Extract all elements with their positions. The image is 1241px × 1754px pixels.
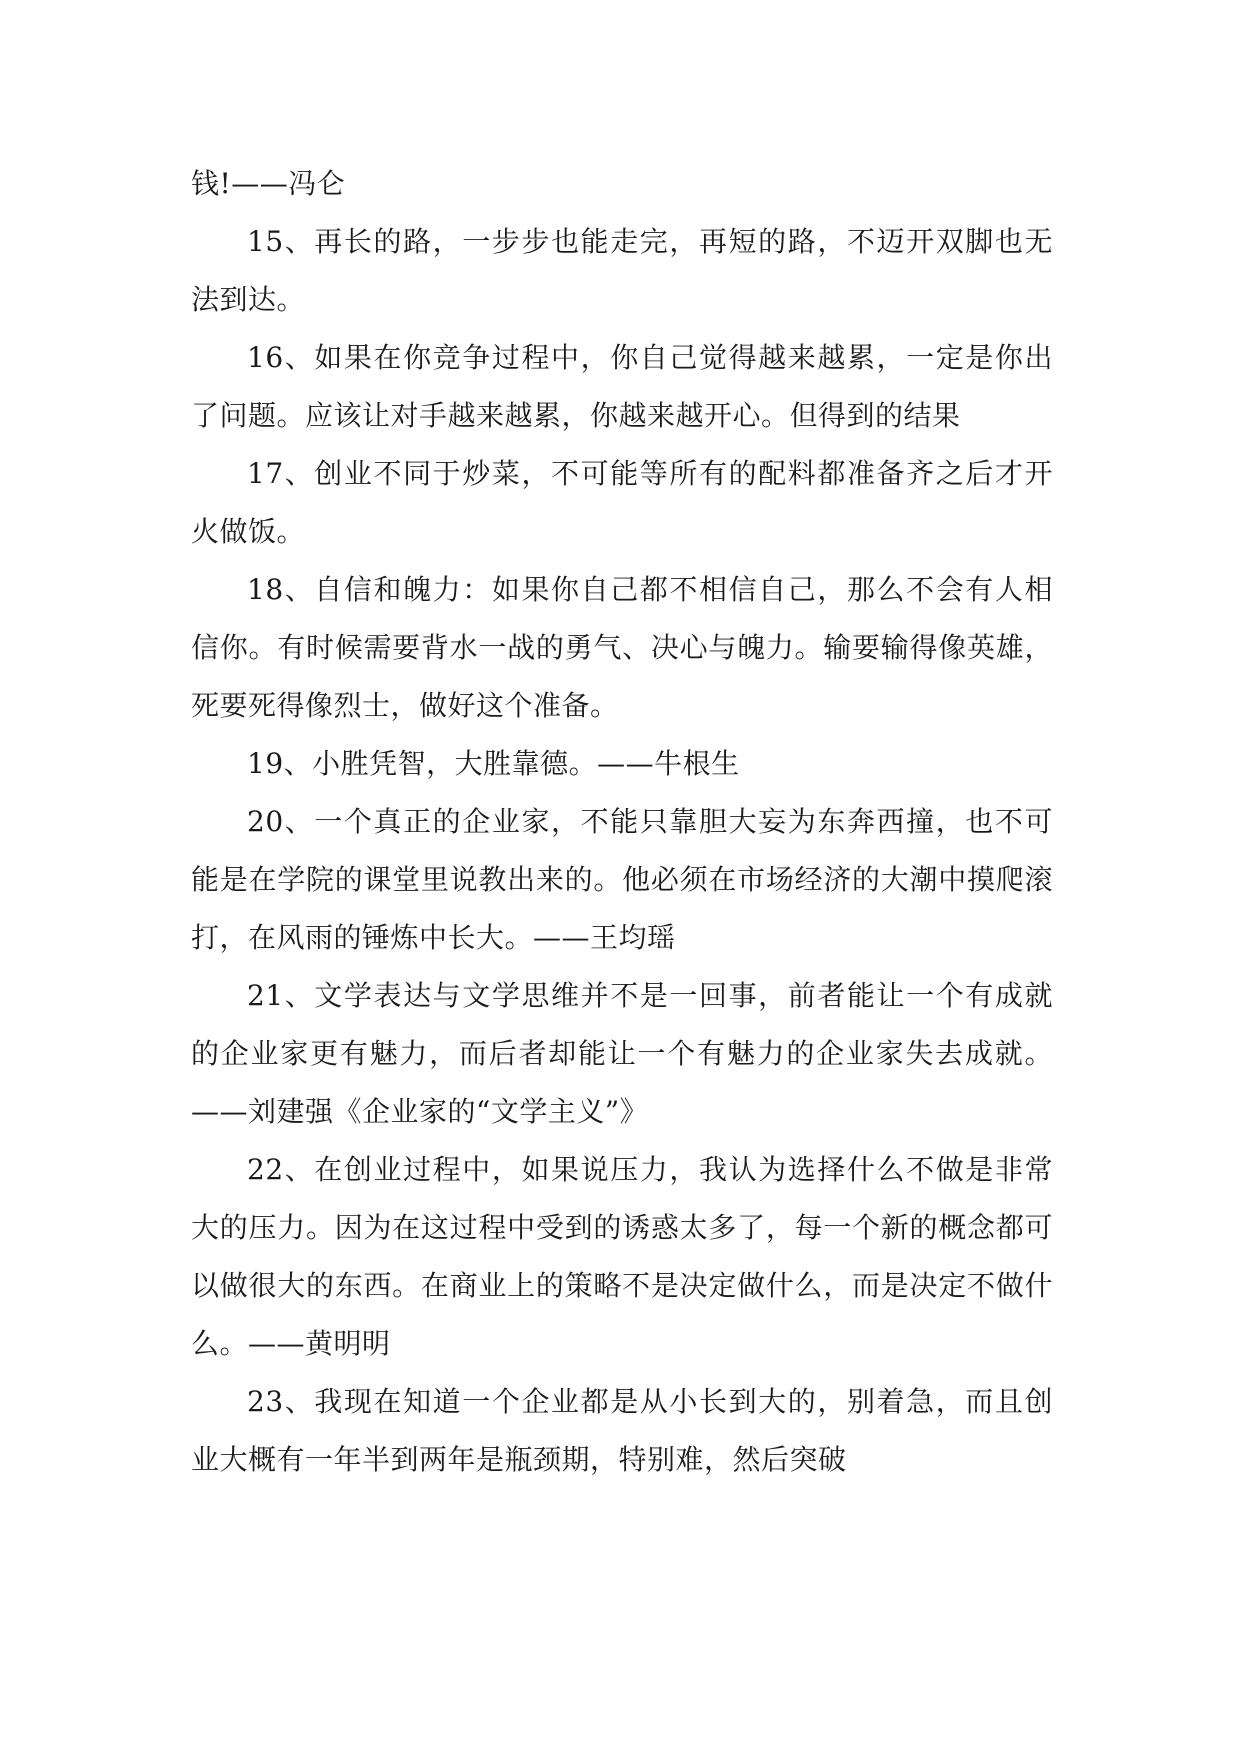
paragraph-quote-15: 15、再长的路，一步步也能走完，再短的路，不迈开双脚也无法到达。 xyxy=(191,225,1053,316)
paragraph-quote-19: 19、小胜凭智，大胜靠德。——牛根生 xyxy=(247,747,740,780)
paragraph-quote-21: 21、文学表达与文学思维并不是一回事，前者能让一个有成就的企业家更有魅力，而后者却能让一个有魅力的企业家失去成就。——刘建强《企业家的“文学主义”》 xyxy=(191,979,1053,1128)
paragraph-quote-18: 18、自信和魄力：如果你自己都不相信自己，那么不会有人相信你。有时候需要背水一战的勇气、决心与魄力。输要输得像英雄，死要死得像烈士，做好这个准备。 xyxy=(191,573,1053,722)
paragraph-quote-23: 23、我现在知道一个企业都是从小长到大的，别着急，而且创业大概有一年半到两年是瓶颈期，特别难，然后突破 xyxy=(191,1385,1053,1476)
paragraph-quote-16: 16、如果在你竞争过程中，你自己觉得越来越累，一定是你出了问题。应该让对手越来越累，你越来越开心。但得到的结果 xyxy=(191,341,1053,432)
paragraph-continuation: 钱!——冯仑 xyxy=(191,167,346,200)
paragraph-quote-17: 17、创业不同于炒菜，不可能等所有的配料都准备齐之后才开火做饭。 xyxy=(191,457,1053,548)
paragraph-quote-22: 22、在创业过程中，如果说压力，我认为选择什么不做是非常大的压力。因为在这过程中受到的诱惑太多了，每一个新的概念都可以做很大的东西。在商业上的策略不是决定做什么，而是决定不做什么。——黄明明 xyxy=(191,1153,1053,1360)
paragraph-quote-20: 20、一个真正的企业家，不能只靠胆大妄为东奔西撞，也不可能是在学院的课堂里说教出来的。他必须在市场经济的大潮中摸爬滚打，在风雨的锤炼中长大。——王均瑶 xyxy=(191,805,1053,954)
document-body xyxy=(191,155,1053,1489)
